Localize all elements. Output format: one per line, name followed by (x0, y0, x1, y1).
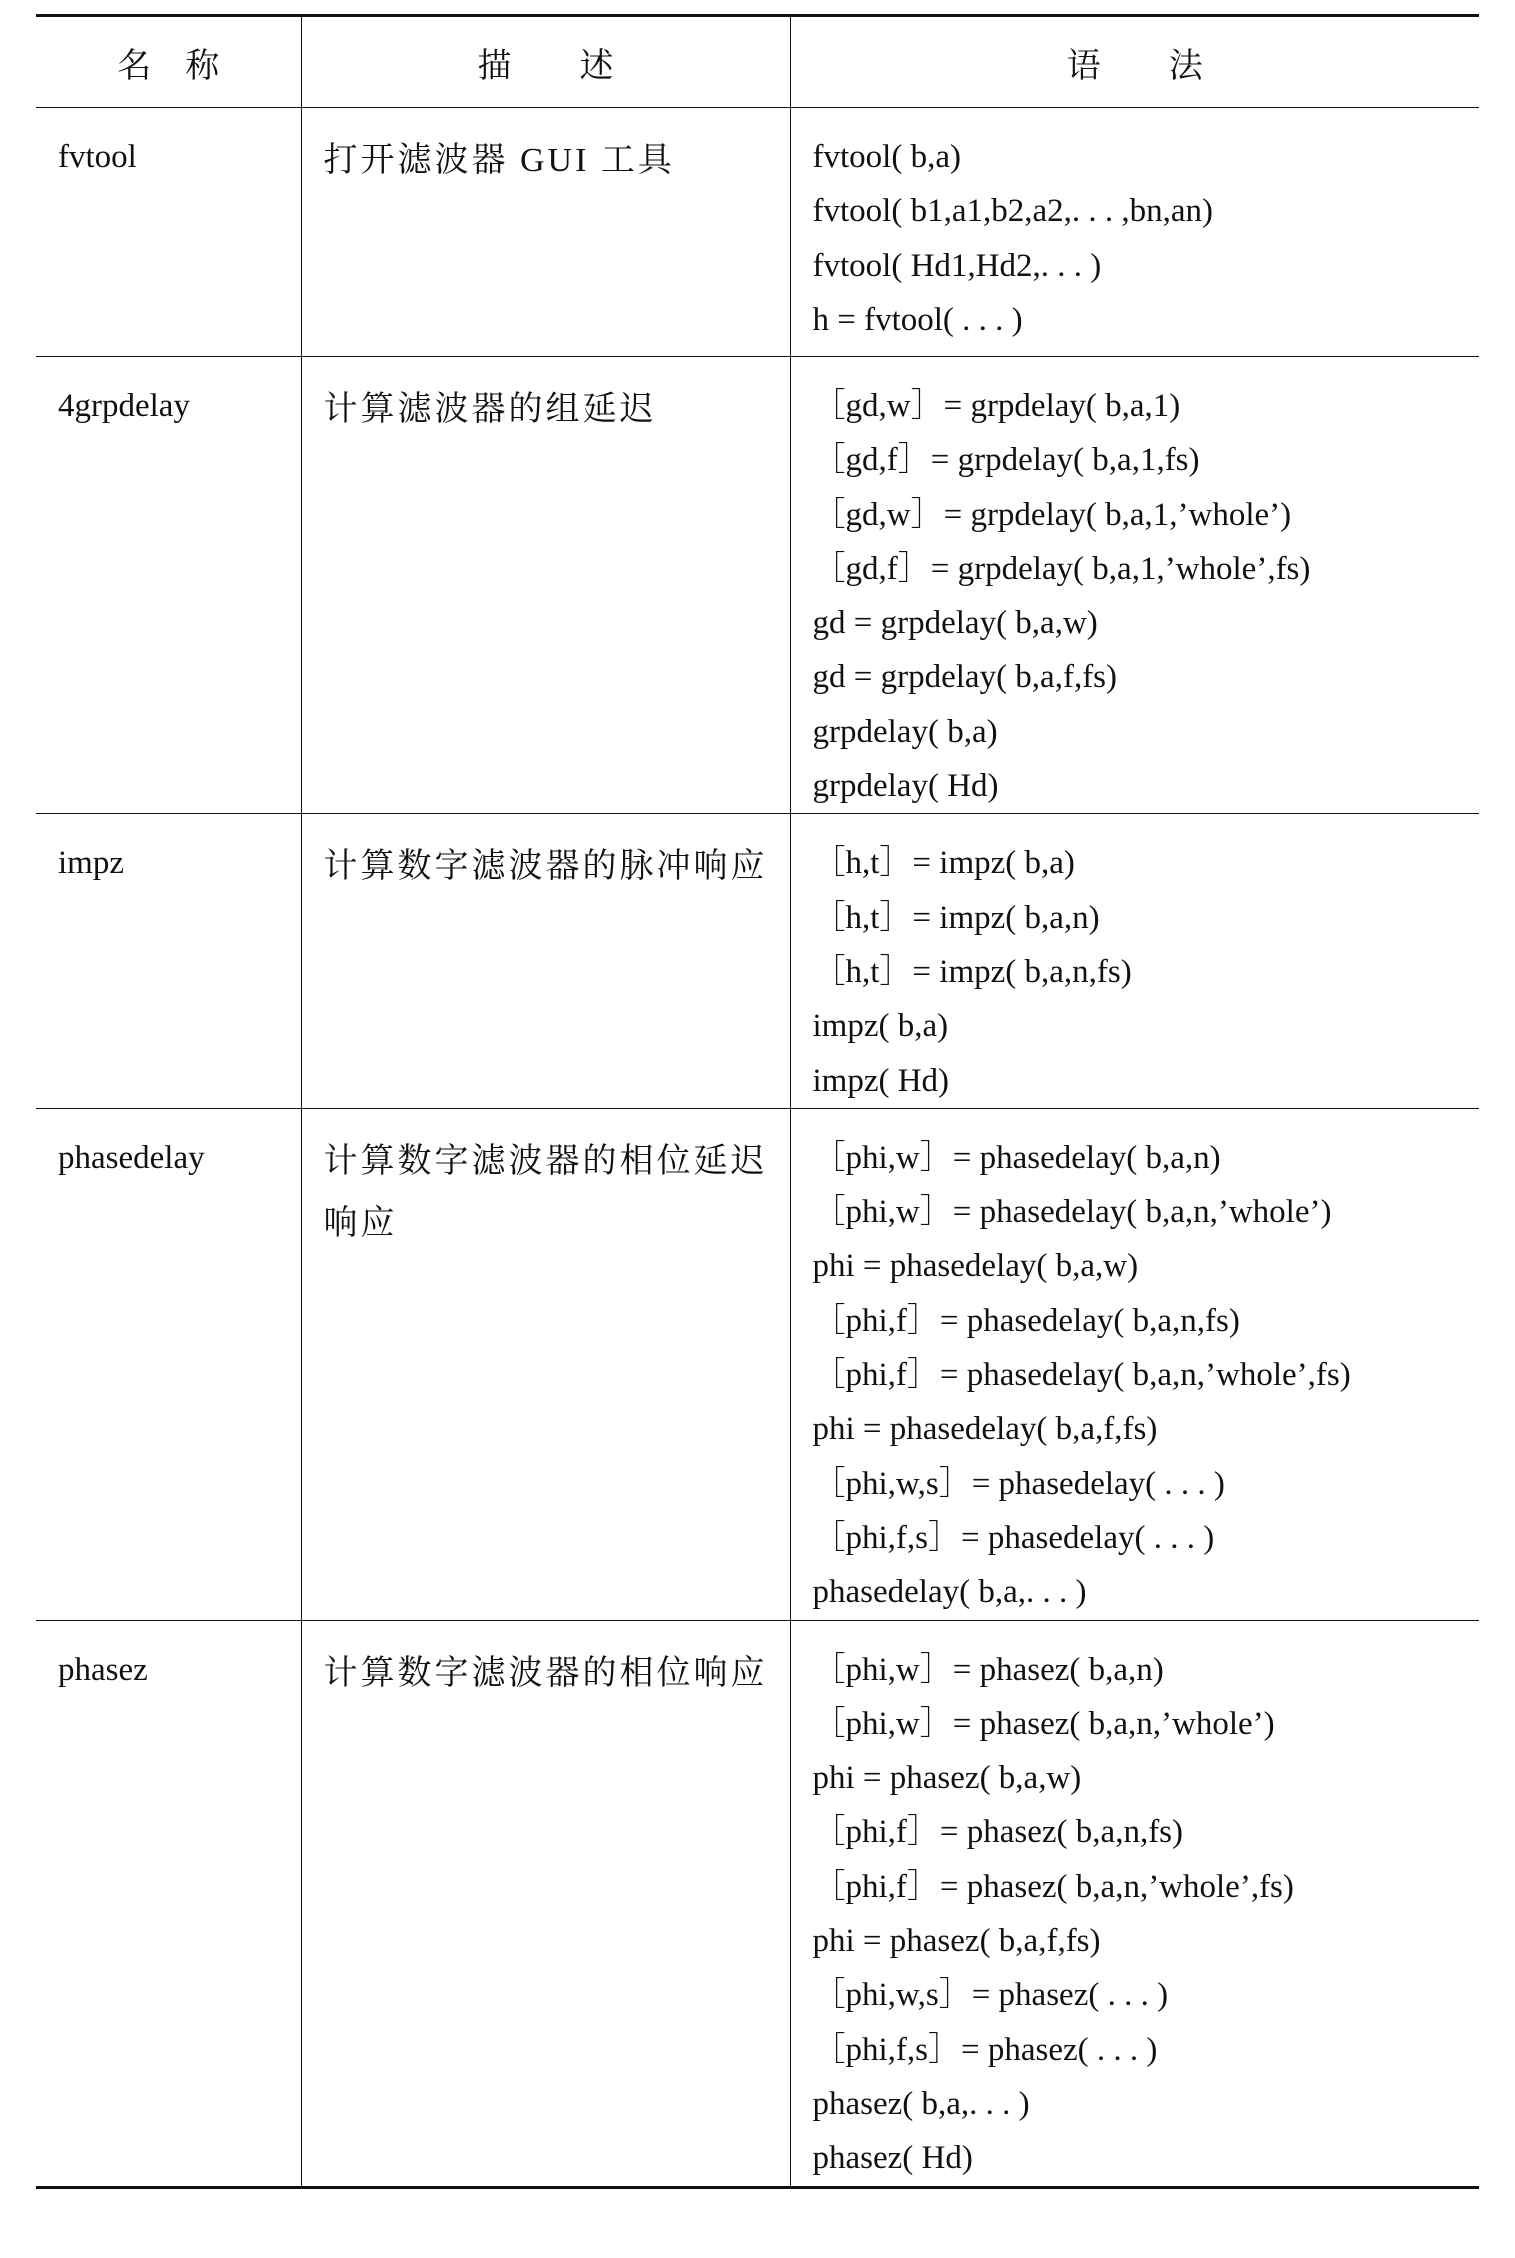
function-name-cell: fvtool (58, 139, 137, 175)
function-description-cell: 计算数字滤波器的相位响应 (301, 1620, 790, 2187)
syntax-line: ［phi,f,s］= phasez( . . . ) (812, 2031, 1158, 2068)
syntax-line: gd = grpdelay( b,a,f,fs) (812, 659, 1118, 696)
header-row (36, 16, 1479, 108)
syntax-line: ［gd,f］= grpdelay( b,a,1,fs) (812, 442, 1200, 479)
table-row (36, 1108, 1479, 1620)
syntax-line: ［phi,f］= phasez( b,a,n,fs) (812, 1814, 1184, 1851)
table-row (36, 814, 1479, 1108)
syntax-line: fvtool( b,a) (812, 139, 961, 175)
function-syntax-cell (790, 108, 1479, 357)
function-description-cell: 计算滤波器的组延迟 (301, 357, 790, 814)
syntax-line: phi = phasedelay( b,a,f,fs) (812, 1411, 1158, 1448)
function-syntax-cell (790, 1620, 1479, 2187)
function-description-cell: 打开滤波器 GUI 工具 (301, 108, 790, 357)
header-description: 描 述 (301, 16, 790, 108)
syntax-line: phasedelay( b,a,. . . ) (812, 1574, 1087, 1611)
function-name-cell: phasedelay (58, 1139, 205, 1176)
filter-function-table (36, 14, 1479, 2189)
function-syntax-cell (790, 357, 1479, 814)
syntax-line: phi = phasez( b,a,w) (812, 1760, 1082, 1797)
syntax-line: gd = grpdelay( b,a,w) (812, 605, 1098, 642)
function-table-container (36, 14, 1479, 2189)
syntax-line: phi = phasez( b,a,f,fs) (812, 1923, 1101, 1960)
syntax-line: ［phi,f］= phasedelay( b,a,n,fs) (812, 1302, 1240, 1339)
function-description-cell: 计算数字滤波器的相位延迟响应 (301, 1108, 790, 1620)
function-name-cell: 4grpdelay (58, 388, 190, 424)
syntax-line: ［phi,f］= phasez( b,a,n,’whole’,fs) (812, 1868, 1294, 1905)
syntax-line: phi = phasedelay( b,a,w) (812, 1248, 1139, 1285)
syntax-line: impz( b,a) (812, 1008, 949, 1045)
syntax-line: ［h,t］= impz( b,a,n,fs) (812, 953, 1132, 990)
syntax-line: ［gd,w］= grpdelay( b,a,1) (812, 388, 1181, 424)
function-name-cell: impz (58, 845, 124, 882)
table-body (36, 108, 1479, 2188)
syntax-line: ［gd,f］= grpdelay( b,a,1,’whole’,fs) (812, 550, 1311, 587)
table-header (36, 16, 1479, 108)
syntax-line: ［phi,w,s］= phasedelay( . . . ) (812, 1465, 1225, 1502)
syntax-line: ［phi,w,s］= phasez( . . . ) (812, 1977, 1169, 2014)
function-name-cell: phasez (58, 1651, 148, 1688)
table-row (36, 1620, 1479, 2187)
header-name: 名 称 (117, 47, 220, 85)
syntax-line: h = fvtool( . . . ) (812, 301, 1023, 338)
table-row (36, 108, 1479, 357)
syntax-line: ［phi,w］= phasedelay( b,a,n) (812, 1139, 1221, 1176)
syntax-line: grpdelay( b,a) (812, 713, 998, 750)
function-syntax-cell (790, 1108, 1479, 1620)
syntax-line: fvtool( Hd1,Hd2,. . . ) (812, 247, 1102, 284)
syntax-line: grpdelay( Hd) (812, 768, 999, 805)
syntax-line: phasez( b,a,. . . ) (812, 2085, 1030, 2122)
function-syntax-cell (790, 814, 1479, 1108)
syntax-line: ［phi,w］= phasez( b,a,n,’whole’) (812, 1705, 1275, 1742)
header-syntax: 语 法 (790, 16, 1479, 108)
table-row (36, 357, 1479, 814)
syntax-line: ［h,t］= impz( b,a) (812, 845, 1075, 882)
syntax-line: ［gd,w］= grpdelay( b,a,1,’whole’) (812, 496, 1292, 533)
syntax-line: ［phi,f,s］= phasedelay( . . . ) (812, 1519, 1215, 1556)
syntax-line: ［phi,w］= phasez( b,a,n) (812, 1651, 1164, 1688)
syntax-line: fvtool( b1,a1,b2,a2,. . . ,bn,an) (812, 193, 1213, 230)
function-description-cell: 计算数字滤波器的脉冲响应 (301, 814, 790, 1108)
syntax-line: ［phi,f］= phasedelay( b,a,n,’whole’,fs) (812, 1357, 1351, 1394)
syntax-line: phasez( Hd) (812, 2140, 973, 2177)
syntax-line: ［h,t］= impz( b,a,n) (812, 899, 1100, 936)
syntax-line: impz( Hd) (812, 1062, 950, 1099)
syntax-line: ［phi,w］= phasedelay( b,a,n,’whole’) (812, 1194, 1332, 1231)
